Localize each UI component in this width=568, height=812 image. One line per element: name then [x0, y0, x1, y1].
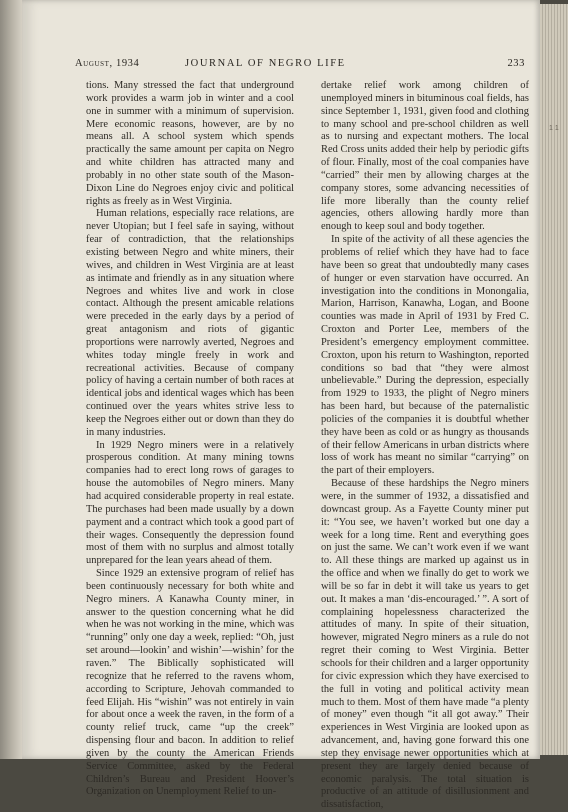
right-column: [321, 80, 529, 812]
paragraph: Since 1929 an extensive program of relief has been continuously necessary for both white and Negro miners. A Kanawha County miner, in answer to the question concerning what he did when he was not working in the mine, which was “running” only one day a week, replied: “Oh, just set around—lookin’ and wishin’—wishin’ for the raven.” The Biblically sophisticated will recognize that he referred to the ravens whom, according to Scripture, Jehovah commanded to feed Elijah. His “wishin” was not entirely in vain for about once a week the raven, in the form of a county relief truck, came “up the creek” dispensing flour and bacon. In addition to relief given by the county the American Friends Service Committee, asked by the Federal Children’s Bureau and President Hoover’s Organization on Unemployment Relief to un-: [86, 568, 294, 798]
page-edges: [540, 4, 568, 755]
paragraph: In 1929 Negro miners were in a relatively prosperous condition. At many mining towns companies had to erect long rows of garages to house the automobiles of Negro miners. Many had acquired considerable property in real estate. The purchases had been made usually by a down payment and a contract which took a good part of their wages. Consequently the depression found most of them with no surplus and almost totally unprepared for the lean years ahead of them.: [86, 439, 294, 567]
paragraph: dertake relief work among children of unemployed miners in bituminous coal fields, has since September 1, 1931, given food and clothing to many school and pre-school children as well as to nursing and expectant mothers. The local Red Cross units added their help by periodic gifts of flour. Finally, most of the coal companies have “carried” their men by allowing charges at the company stores, some advancing necessities of life more liberally than the county relief agencies, others allowing hardly more than enough to keep soul and body together.: [321, 80, 529, 233]
paragraph: In spite of the activity of all these agencies the problems of relief which they have had to face have been so great that undoubtedly many cases of hunger or even starvation have occurred. An investigation into the conditions in Monongalia, Marion, Harrison, Kanawha, Logan, and Boone counties was made in April of 1931 by Fred C. Croxton and Porter Lee, members of the President’s emergency employment committee. Croxton, upon his return to Washington, reported conditions so bad that “they were almost unbelievable.” During the depression, especially from 1929 to 1933, the plight of Negro miners has been hard, but because of the paternalistic policies of the companies it is doubtful whether they have been as cold or as hungry as thousands of their fellow Americans in urban districts where loss of work has meant no similar “carrying” on the part of their employers.: [321, 234, 529, 477]
edge-marks: 1 1: [549, 125, 559, 132]
journal-page: [22, 0, 540, 811]
issue-date: August, 1934: [75, 58, 140, 69]
paragraph: tions. Many stressed the fact that underground work provides a warm job in winter and a cool one in summer with a minimum of supervision. Mere economic reasons, however, are by no means all. A school system which spends practically the same amount per capita on Negro and white children has attracted many and probably in no other state south of the Mason-Dixon Line do Negroes enjoy civic and political rights as freely as in West Virginia.: [86, 80, 294, 207]
left-column: [86, 80, 294, 799]
running-head: [75, 58, 525, 72]
paragraph: Because of these hardships the Negro miners were, in the summer of 1932, a dissatisfied and downcast group. As a Fayette County miner put it: “You see, we haven’t worked but one day a week for a long time. Rent and everything goes on just the same. We can’t work even if we want to. All these things are marked up against us in the office and when we finally do get to work we will be so far in debt it will take us years to get out. It makes a man ‘dis-encouraged.’ ”. A sort of complaining hopelessness characterized the attitudes of many. In spite of their situation, however, migrated Negro miners as a rule do not regret their coming to West Virginia. Better schools for their children and a larger opportunity for civic expression which they have exercised to the full in voting and political activity mean much to them. Most of them have made “a plenty of money” even though “it all got away.” Their experiences in West Virginia are looked upon as advancement, and, having gone forward this one step they envisage newer opportunities which at present they are largely denied because of economic paralysis. The total situation is productive of an attitude of disillusionment and dissatisfaction,: [321, 478, 529, 811]
paragraph: Human relations, especially race relations, are never Utopian; but I feel safe in saying, without fear of contradiction, that the relationships existing between Negro and white miners, their wives, and children in West Virginia are at least as intimate and friendly as in any situation where Negroes and whites live and work in close contact. Although the present amicable relations were preceded in the early days by a period of great antagonism and riots of gigantic proportions were narrowly averted, Negroes and whites today mingle freely in work and recreational activities. Because of company policy of having a certain number of both races at identical jobs and identical wages which has been continued over the years whites strive less to keep the Negroes either out or down than they do in many industries.: [86, 208, 294, 438]
journal-title: JOURNAL OF NEGRO LIFE: [185, 58, 346, 69]
book-gutter: [0, 0, 22, 759]
page-number: 233: [507, 58, 525, 69]
